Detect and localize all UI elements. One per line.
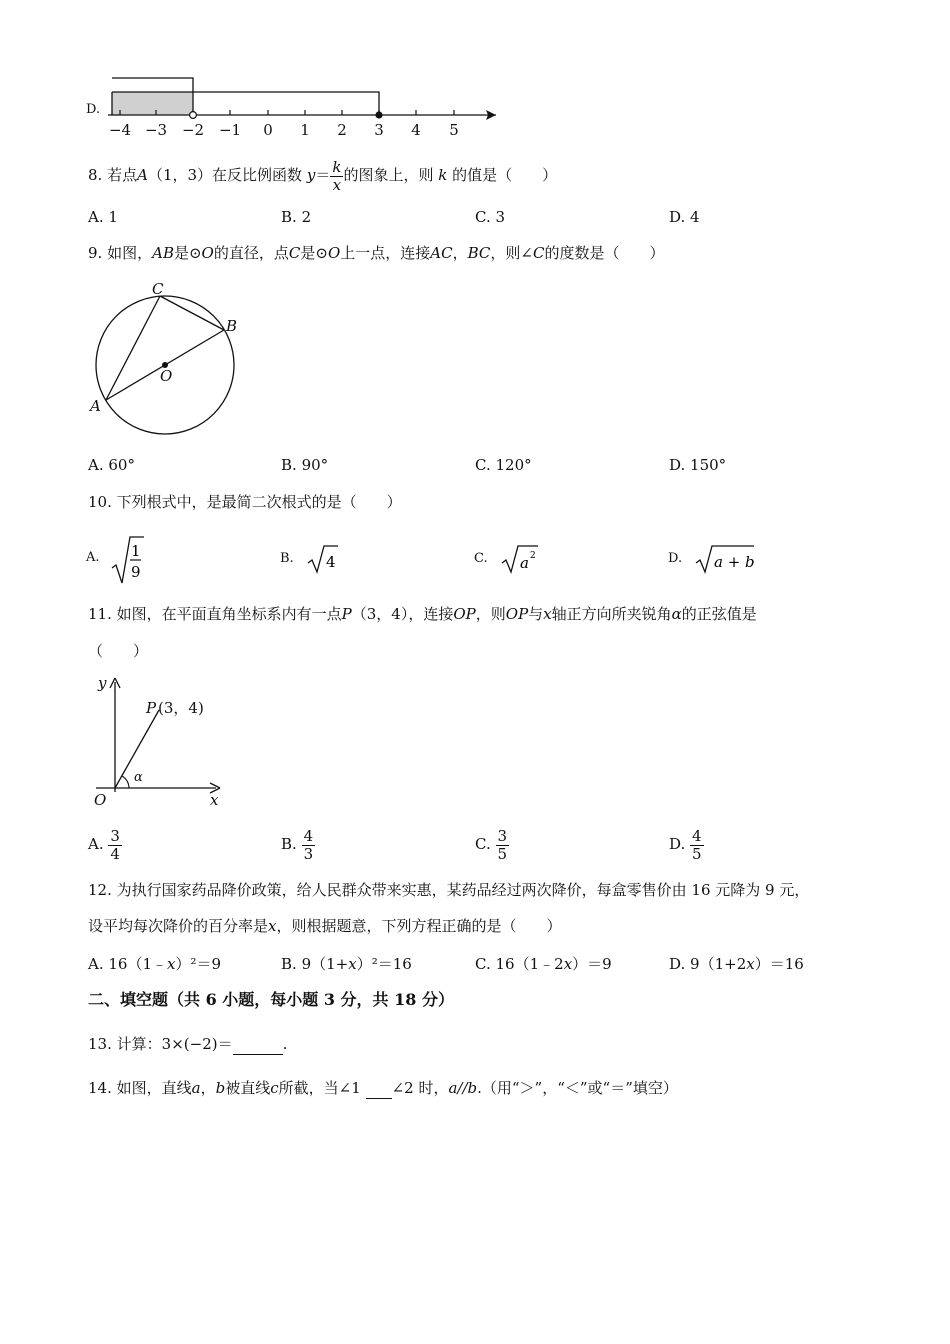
q10-option-a[interactable]: A. 1 9 xyxy=(86,534,206,586)
radical-sign xyxy=(500,543,540,575)
q9-option-a[interactable]: A. 60° xyxy=(88,456,135,474)
angle-arc xyxy=(122,776,129,788)
solid-dot xyxy=(375,111,382,118)
question-number: 13. xyxy=(88,1035,112,1053)
label-c: C xyxy=(152,280,164,298)
answer-blank[interactable] xyxy=(233,1034,283,1055)
label-alpha: α xyxy=(134,770,143,785)
open-dot xyxy=(190,112,197,119)
label-o: O xyxy=(94,791,107,809)
q12-option-d[interactable]: D. 9（1+2x）＝16 xyxy=(669,955,804,973)
q12-option-b[interactable]: B. 9（1+x）²＝16 xyxy=(281,955,412,973)
q10-option-c[interactable]: C. a 2 xyxy=(474,543,574,575)
label-a: A xyxy=(90,397,101,415)
q9-option-d[interactable]: D. 150° xyxy=(669,456,727,474)
tick-label: 4 xyxy=(411,121,421,139)
radical-sign xyxy=(694,543,756,575)
tick-label: 5 xyxy=(449,121,459,139)
svg-text:1: 1 xyxy=(131,542,141,560)
q11-option-c[interactable]: C. $\frac{3}{5}$ xyxy=(475,826,508,863)
q8-option-c[interactable]: C. 3 xyxy=(475,208,506,226)
tick-label: 0 xyxy=(263,121,273,139)
q10-option-b[interactable]: B. 4 xyxy=(280,543,380,575)
label-p: P xyxy=(146,699,157,717)
svg-text:9: 9 xyxy=(131,563,141,581)
question-number: 10. xyxy=(88,493,112,511)
question-number: 12. xyxy=(88,881,112,899)
label-b: B xyxy=(226,317,238,335)
svg-text:a + b: a + b xyxy=(714,553,755,571)
question-number: 9. xyxy=(88,244,103,262)
tick-label: −1 xyxy=(218,121,242,139)
q8-option-b[interactable]: B. 2 xyxy=(281,208,312,226)
radical-sign xyxy=(110,534,144,586)
question-10: 10. 下列根式中，是最简二次根式的是（ ） xyxy=(88,493,402,511)
question-number: 8. xyxy=(88,166,103,184)
tick-label: 1 xyxy=(300,121,310,139)
tick-label: −4 xyxy=(108,121,132,139)
radical-sign xyxy=(306,543,340,575)
shaded-region xyxy=(112,92,193,115)
svg-text:4: 4 xyxy=(326,553,336,571)
q11-option-a[interactable]: A. $\frac{3}{4}$ xyxy=(88,826,120,863)
question-14: 14. 如图，直线a，b被直线c所截，当∠1 ∠2 时，a//b.（用“＞”，“＜”或“＝”填空） xyxy=(88,1079,678,1097)
svg-text:a: a xyxy=(520,554,529,572)
svg-text:2: 2 xyxy=(530,551,536,561)
tick-label: −2 xyxy=(181,121,205,139)
section-2-title: 二、填空题（共 6 小题，每小题 3 分，共 18 分） xyxy=(88,990,454,1009)
q10-option-d[interactable]: D. a + b xyxy=(668,543,788,575)
q9-option-c[interactable]: C. 120° xyxy=(475,456,532,474)
answer-blank[interactable] xyxy=(366,1078,392,1099)
label-y: y xyxy=(98,674,107,692)
q7-option-d-label: D. xyxy=(86,102,101,117)
fraction-k-over-x: $\frac{k}{x}$ xyxy=(332,157,342,194)
coordinate-figure xyxy=(88,670,228,812)
q12-option-c[interactable]: C. 16（1﹣2x）＝9 xyxy=(475,955,612,973)
q8-option-d[interactable]: D. 4 xyxy=(669,208,700,226)
question-13: 13. 计算：3×(−2)＝ . xyxy=(88,1035,288,1053)
question-8: 8. 若点A（1，3）在反比例函数 y＝ $\frac{k}{x}$ 的图象上，则 k 的值是（ ） xyxy=(88,157,558,194)
label-o: O xyxy=(160,367,173,385)
question-number: 11. xyxy=(88,605,112,623)
q11-option-b[interactable]: B. $\frac{4}{3}$ xyxy=(281,826,314,863)
q11-option-d[interactable]: D. $\frac{4}{5}$ xyxy=(669,826,702,863)
question-12-line2: 设平均每次降价的百分率是x，则根据题意，下列方程正确的是（ ） xyxy=(88,917,562,935)
q9-option-b[interactable]: B. 90° xyxy=(281,456,329,474)
question-11-paren: （ ） xyxy=(88,642,149,660)
question-9: 9. 如图，AB是⊙O的直径，点C是⊙O上一点，连接AC，BC，则∠C的度数是（ ） xyxy=(88,244,665,262)
question-number: 14. xyxy=(88,1079,112,1097)
label-p-coords: (3，4) xyxy=(158,699,204,717)
q8-option-a[interactable]: A. 1 xyxy=(88,208,118,226)
circle-figure xyxy=(84,278,254,443)
label-x: x xyxy=(210,791,219,809)
tick-label: 2 xyxy=(337,121,347,139)
q12-option-a[interactable]: A. 16（1﹣x）²＝9 xyxy=(88,955,222,973)
question-12: 12. 为执行国家药品降价政策，给人民群众带来实惠，某药品经过两次降价，每盒零售价由 16 元降为 9 元， xyxy=(88,881,810,899)
tick-label: 3 xyxy=(374,121,384,139)
question-11: 11. 如图，在平面直角坐标系内有一点P（3，4），连接OP，则OP与x轴正方向所夹锐角α的正弦值是 xyxy=(88,605,757,623)
number-line-figure xyxy=(100,70,520,142)
tick-label: −3 xyxy=(144,121,168,139)
